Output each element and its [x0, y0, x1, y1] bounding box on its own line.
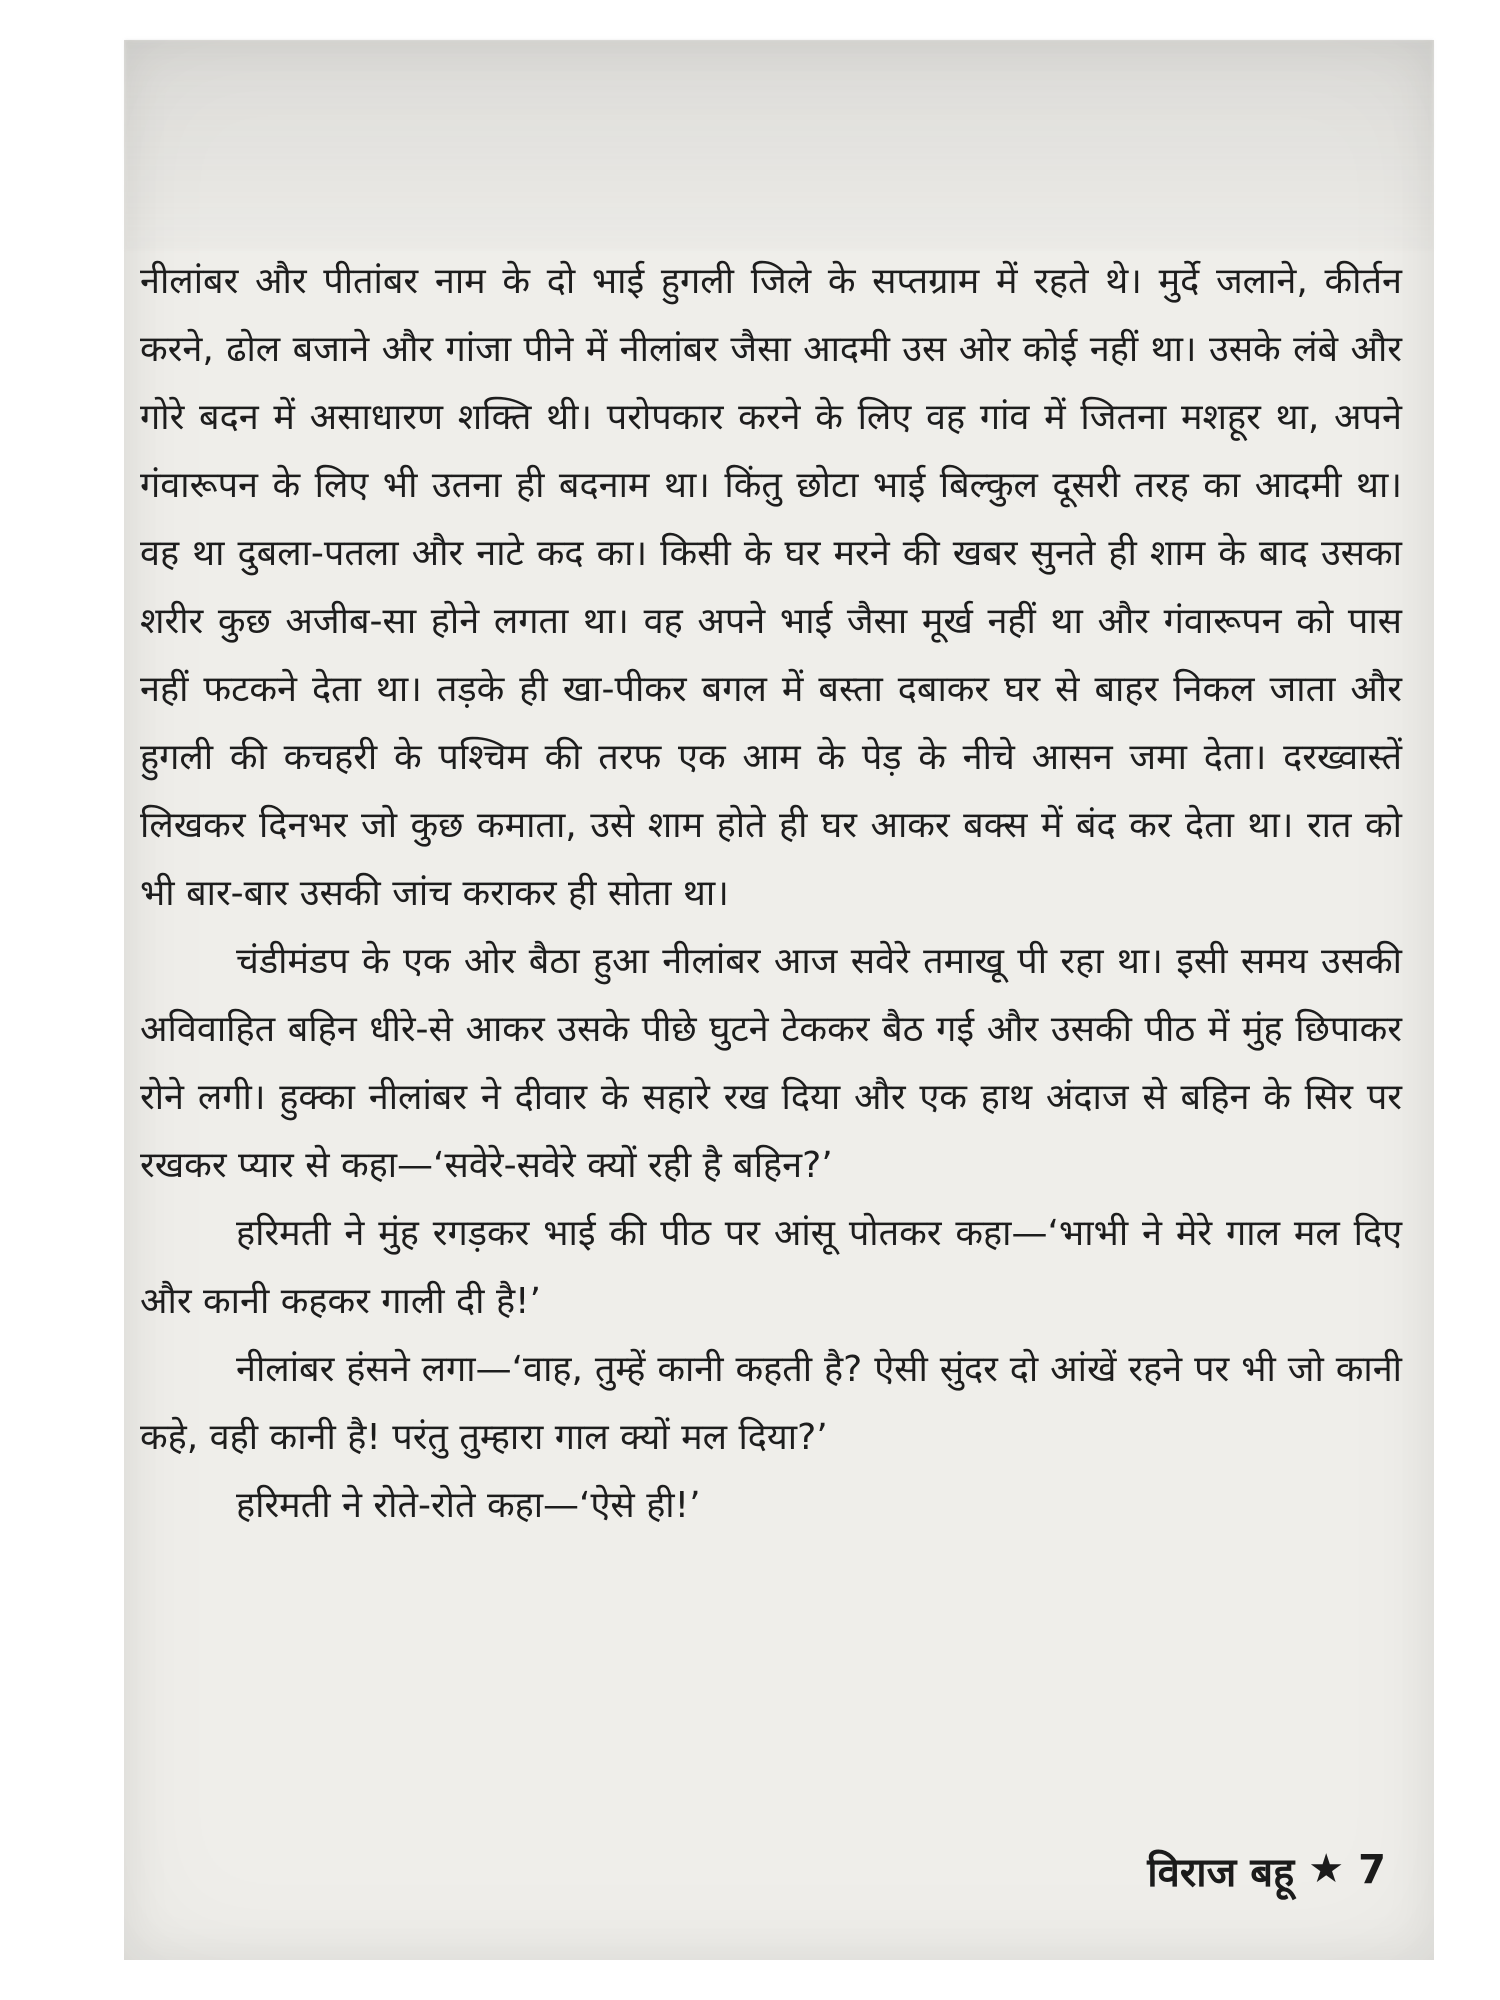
paragraph-1: नीलांबर और पीतांबर नाम के दो भाई हुगली जिले के सप्तग्राम में रहते थे। मुर्दे जलाने, कीर्तन करने, ढोल बजाने और गांजा पीने में नीलांबर जैसा आदमी उस ओर कोई नहीं था। उसके लंबे और गोरे बदन में असाधारण शक्ति थी। परोपकार करने के लिए वह गांव में जितना मशहूर था, अपने गंवारूपन के लिए भी उतना ही बदनाम था। किंतु छोटा भाई बिल्कुल दूसरी तरह का आदमी था। वह था दुबला-पतला और नाटे कद का। किसी के घर मरने की खबर सुनते ही शाम के बाद उसका शरीर कुछ अजीब-सा होने लगता था। वह अपने भाई जैसा मूर्ख नहीं था और गंवारूपन को पास नहीं फटकने देता था। तड़के ही खा-पीकर बगल में बस्ता दबाकर घर से बाहर निकल जाता और हुगली की कचहरी के पश्चिम की तरफ एक आम के पेड़ के नीचे आसन जमा देता। दरख्वास्तें लिखकर दिनभर जो कुछ कमाता, उसे शाम होते ही घर आकर बक्स में बंद कर देता था। रात को भी बार-बार उसकी जांच कराकर ही सोता था।	[140, 261, 1402, 914]
page-number: 7	[1358, 1847, 1386, 1893]
star-icon: ★	[1308, 1846, 1345, 1892]
show-through-background	[125, 40, 1433, 250]
paragraph-3: हरिमती ने मुंह रगड़कर भाई की पीठ पर आंसू पोतकर कहा—‘भाभी ने मेरे गाल मल दिए और कानी कहकर गाली दी है!’	[140, 1213, 1402, 1322]
paragraph-5: हरिमती ने रोते-रोते कहा—‘ऐसे ही!’	[236, 1485, 701, 1526]
paragraph-4: नीलांबर हंसने लगा—‘वाह, तुम्हें कानी कहती है? ऐसी सुंदर दो आंखें रहने पर भी जो कानी कहे, वही कानी है! परंतु तुम्हारा गाल क्यों मल दिया?’	[140, 1349, 1402, 1458]
paragraph-2: चंडीमंडप के एक ओर बैठा हुआ नीलांबर आज सवेरे तमाखू पी रहा था। इसी समय उसकी अविवाहित बहिन धीरे-से आकर उसके पीछे घुटने टेककर बैठ गई और उसकी पीठ में मुंह छिपाकर रोने लगी। हुक्का नीलांबर ने दीवार के सहारे रख दिया और एक हाथ अंदाज से बहिन के सिर पर रखकर प्यार से कहा—‘सवेरे-सवेरे क्यों रही है बहिन?’	[140, 941, 1402, 1186]
page-text	[140, 248, 1402, 1540]
footer	[1147, 1846, 1386, 1894]
book-title: विराज बहू	[1147, 1849, 1295, 1896]
